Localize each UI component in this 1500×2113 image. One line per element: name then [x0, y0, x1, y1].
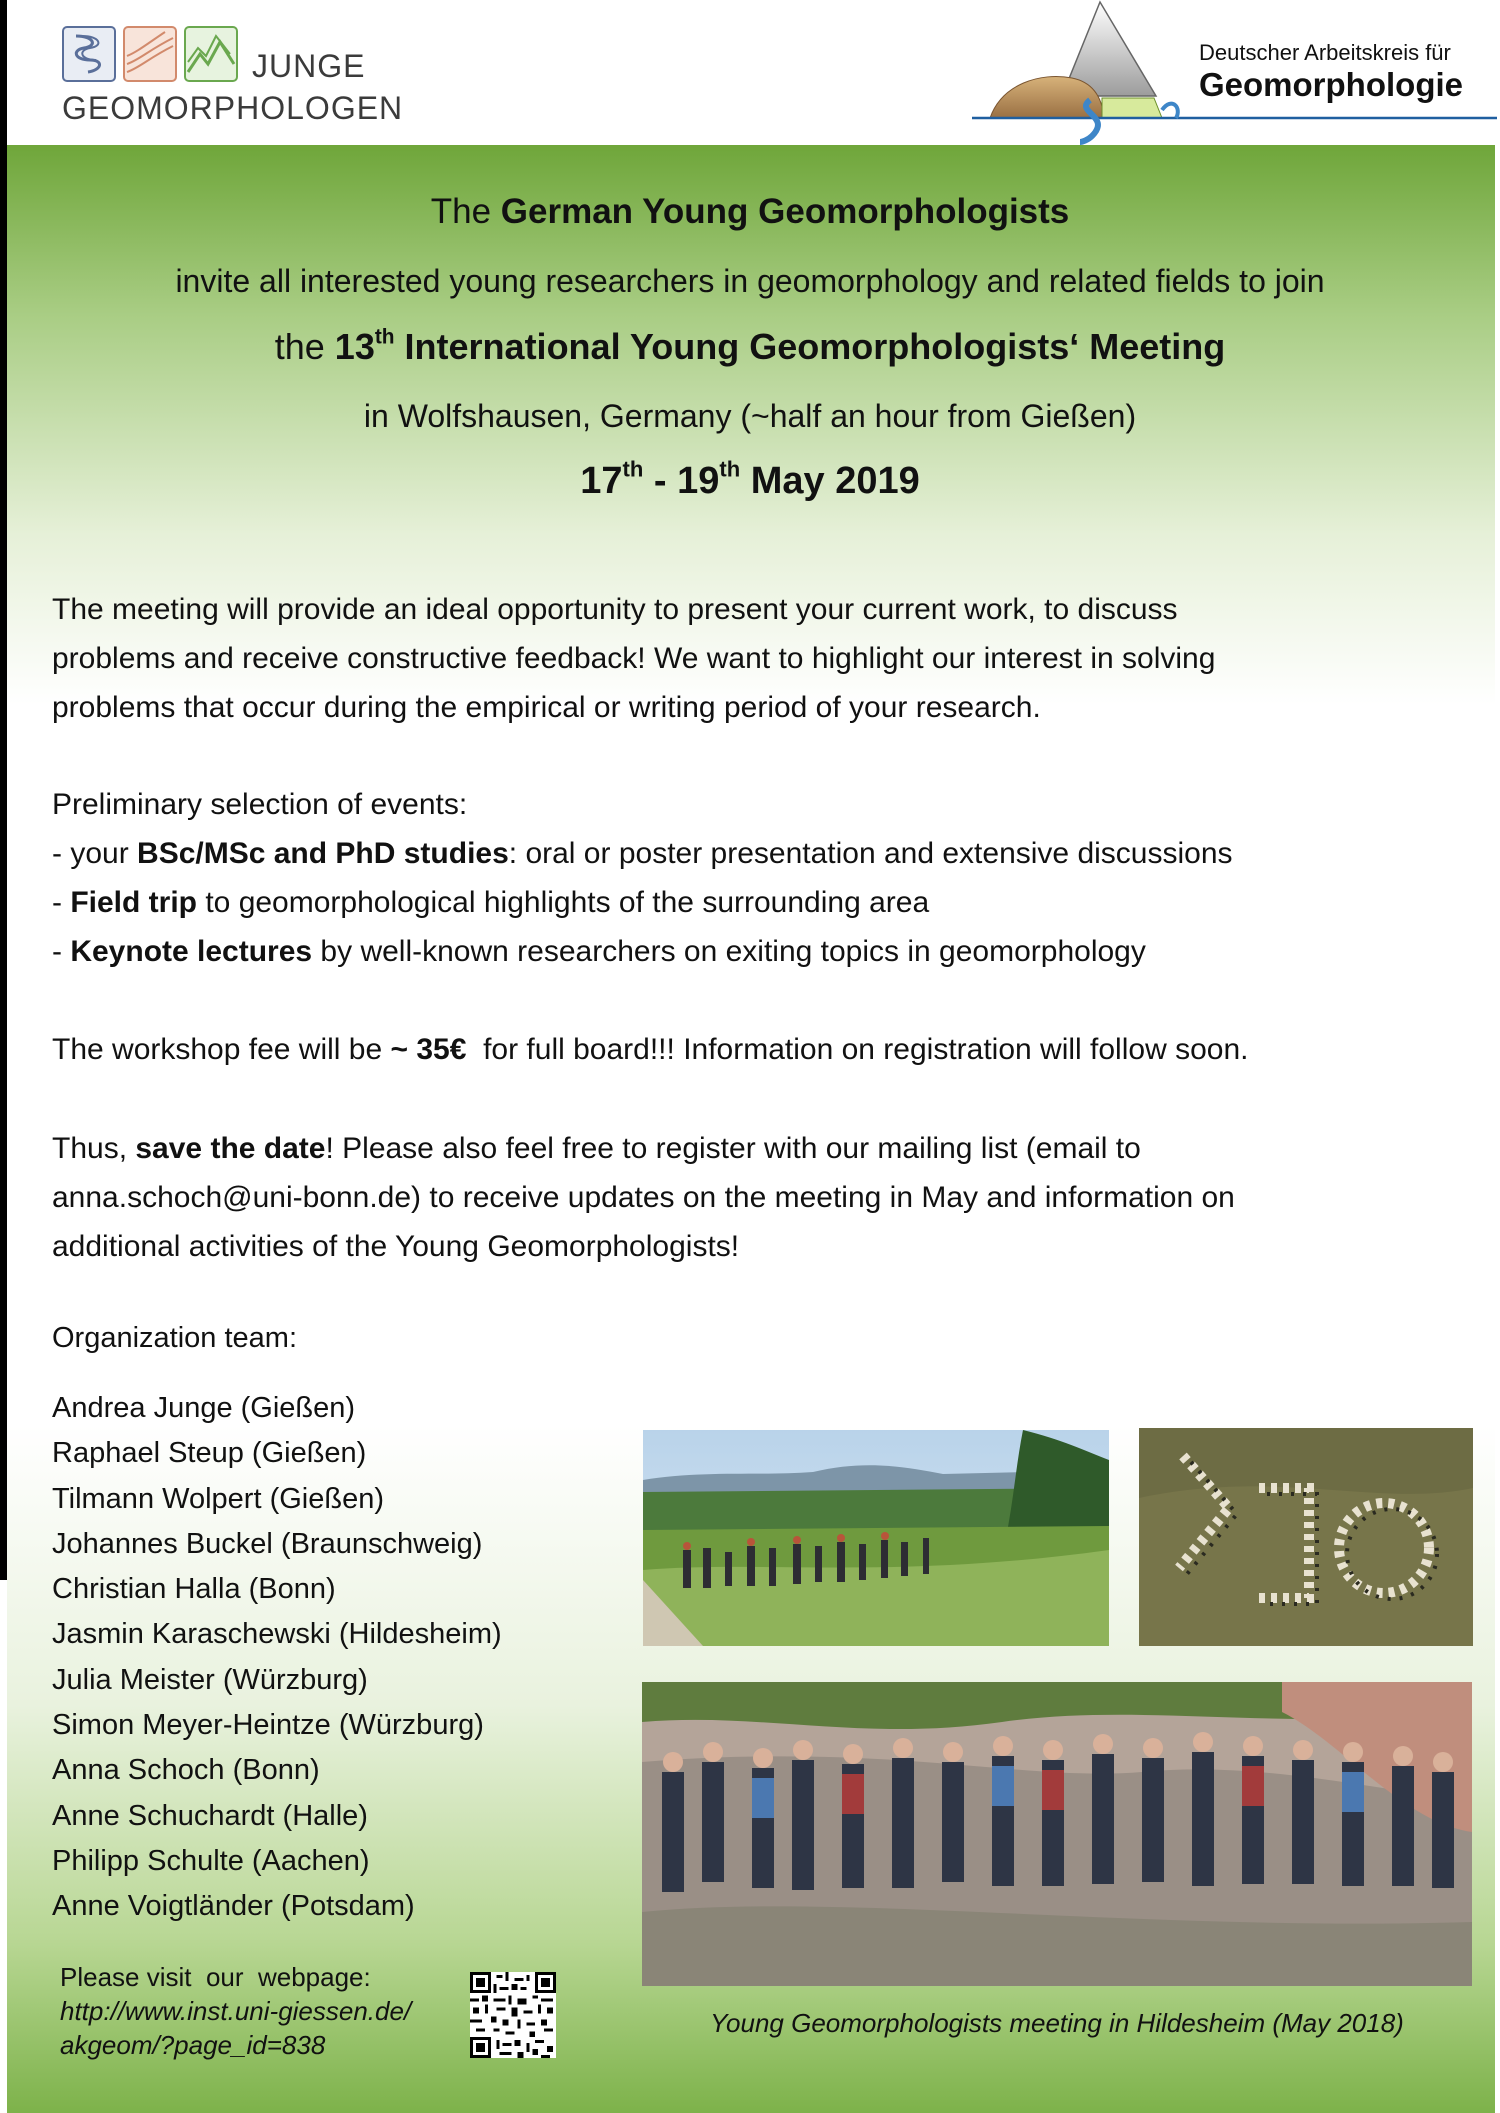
logo-junge-text: JUNGE	[252, 48, 366, 84]
save-rest: ! Please also feel free to register with our mailing list (email to	[325, 1132, 1141, 1165]
quarry-group-photo	[642, 1682, 1472, 1986]
mailing-list-line: additional activities of the Young Geomorphologists!	[52, 1230, 740, 1263]
team-title: Organization team:	[52, 1322, 298, 1354]
date-end: 19	[677, 460, 720, 502]
headline-location: in Wolfshausen, Germany (~half an hour from Gießen)	[363, 398, 1137, 434]
team-member: Jasmin Karaschewski (Hildesheim)	[52, 1618, 502, 1651]
qr-code-icon[interactable]	[470, 1972, 556, 2058]
event-bullet: -	[52, 935, 71, 968]
team-member: Simon Meyer-Heintze (Würzburg)	[52, 1709, 484, 1742]
event-bullet: - your	[52, 837, 138, 870]
river-tile-icon	[62, 26, 116, 82]
intro-line: problems that occur during the empirical or writing period of your research.	[52, 691, 1041, 724]
team-member: Anna Schoch (Bonn)	[52, 1754, 320, 1787]
date-end-suffix: th	[719, 456, 741, 482]
event-description: : oral or poster presentation and extensive discussions	[508, 837, 1233, 870]
team-member: Christian Halla (Bonn)	[52, 1573, 336, 1606]
headline-meeting-title	[0, 326, 1500, 368]
webpage-label: Please visit our webpage:	[60, 1962, 371, 1992]
mountain-tile-icon	[184, 26, 238, 82]
mailing-list-line: anna.schoch@uni-bonn.de) to receive updates on the meeting in May and information on	[52, 1181, 1235, 1214]
date-start: 17	[580, 460, 623, 502]
fee-prefix: The workshop fee will be	[52, 1033, 391, 1066]
headline-prefix: The	[430, 192, 501, 231]
intro-line: problems and receive constructive feedback! We want to highlight our interest in solving	[52, 642, 1216, 675]
logo-arbeitskreis-text: Deutscher Arbeitskreis für	[1199, 40, 1451, 65]
team-member: Julia Meister (Würzburg)	[52, 1663, 368, 1696]
logo-geomorphologie-text: Geomorphologie	[1199, 66, 1463, 103]
event-item	[52, 927, 1472, 976]
photo-caption: Young Geomorphologists meeting in Hildesheim (May 2018)	[710, 2008, 1404, 2038]
intro-line: The meeting will provide an ideal opportunity to present your current work, to discuss	[52, 593, 1178, 626]
right-border	[1495, 145, 1500, 2113]
headline-date	[0, 456, 1500, 503]
fee-rest: for full board!!! Information on registration will follow soon.	[466, 1033, 1249, 1066]
fee-amount: ~ 35€	[390, 1033, 467, 1066]
fee-paragraph	[52, 1025, 1472, 1074]
landscape-group-photo	[643, 1430, 1109, 1646]
team-member: Johannes Buckel (Braunschweig)	[52, 1527, 483, 1560]
team-member: Anne Schuchardt (Halle)	[52, 1799, 368, 1832]
aerial-group-photo	[1139, 1428, 1473, 1646]
events-intro: Preliminary selection of events:	[52, 788, 468, 821]
headline-organizer: German Young Geomorphologists	[500, 192, 1070, 231]
headline-line-1	[0, 192, 1500, 232]
event-bullet: -	[52, 886, 71, 919]
intro-paragraph	[52, 585, 1472, 732]
team-member: Raphael Steup (Gießen)	[52, 1437, 367, 1470]
junge-geomorphologen-logo	[62, 26, 404, 131]
team-list	[52, 1386, 502, 1930]
team-member: Tilmann Wolpert (Gießen)	[52, 1482, 384, 1515]
meeting-title: International Young Geomorphologists‘ Meeting	[394, 326, 1226, 367]
event-highlight: Keynote lectures	[70, 935, 313, 968]
team-member: Andrea Junge (Gießen)	[52, 1392, 356, 1424]
date-month-year: May 2019	[740, 460, 920, 502]
event-highlight: BSc/MSc and PhD studies	[137, 837, 509, 870]
webpage-info	[60, 1960, 411, 2062]
meeting-prefix: the	[274, 326, 335, 367]
save-prefix: Thus,	[52, 1132, 136, 1165]
logo-geomorphologen-text: GEOMORPHOLOGEN	[62, 90, 404, 126]
save-the-date-paragraph	[52, 1124, 1472, 1271]
date-separator: -	[643, 460, 678, 502]
meeting-number-suffix: th	[374, 325, 395, 349]
meeting-number: 13	[334, 326, 375, 367]
event-item	[52, 878, 1472, 927]
team-member: Anne Voigtländer (Potsdam)	[52, 1890, 415, 1923]
webpage-url-continued[interactable]: akgeom/?page_id=838	[60, 2030, 326, 2060]
events-section	[52, 780, 1472, 976]
headline-invite: invite all interested young researchers in geomorphology and related fields to join	[175, 263, 1325, 299]
event-description: by well-known researchers on exiting topics in geomorphology	[312, 935, 1146, 968]
slope-tile-icon	[123, 26, 177, 82]
header	[7, 0, 1500, 145]
left-border	[0, 0, 7, 1580]
dak-geomorphologie-logo	[962, 0, 1500, 145]
event-item	[52, 829, 1472, 878]
webpage-url[interactable]: http://www.inst.uni-giessen.de/	[60, 1996, 412, 2026]
team-member: Philipp Schulte (Aachen)	[52, 1844, 370, 1877]
event-description: to geomorphological highlights of the surrounding area	[197, 886, 930, 919]
date-start-suffix: th	[622, 456, 644, 482]
save-the-date-highlight: save the date	[135, 1132, 326, 1165]
event-highlight: Field trip	[70, 886, 197, 919]
